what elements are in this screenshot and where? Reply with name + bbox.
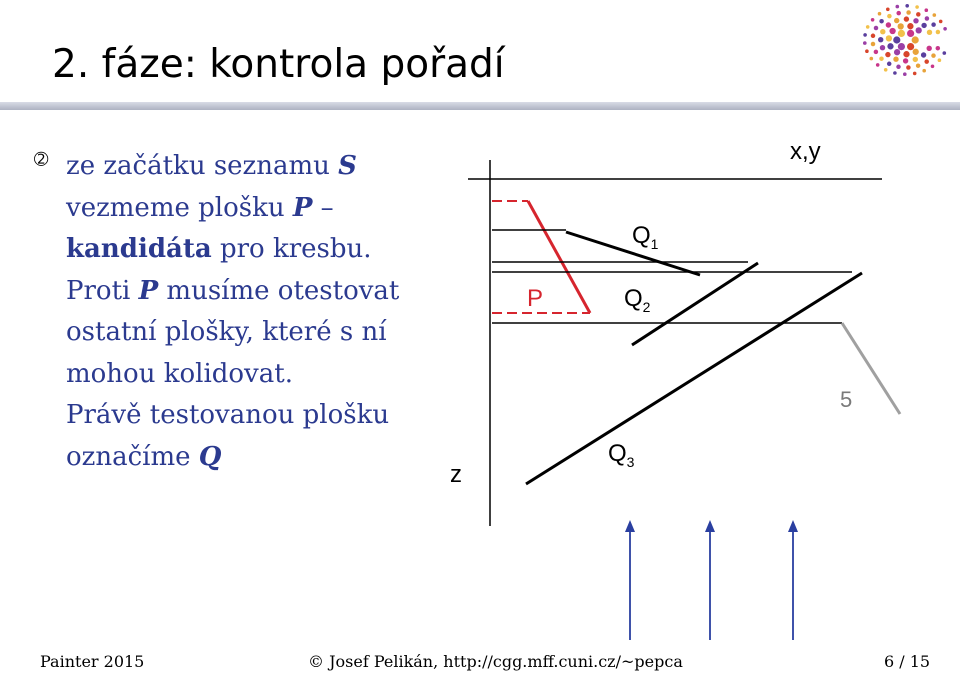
- view-arrows: [625, 520, 798, 640]
- view-arrow-2-head: [705, 520, 715, 532]
- symbol-S: S: [338, 151, 357, 181]
- label-q2: [624, 285, 651, 315]
- axis-xy-label: x,y: [790, 138, 821, 165]
- label-q3: [608, 440, 635, 470]
- body-line-7: Právě testovanou plošku: [66, 400, 390, 430]
- view-arrow-3-head: [788, 520, 798, 532]
- label-p: P: [527, 285, 544, 312]
- slide-title: 2. fáze: kontrola pořadí: [52, 42, 505, 87]
- symbol-P: P: [292, 192, 313, 223]
- label-q3-subscript: 3: [626, 454, 635, 470]
- label-q3-letter: Q: [608, 440, 627, 467]
- label-q1-letter: Q: [632, 222, 651, 249]
- label-q2-letter: Q: [624, 285, 643, 312]
- text-fragment: musíme otestovat: [158, 275, 400, 306]
- axis-z-label: z: [450, 461, 462, 488]
- body-line-5: ostatní plošky, které s ní: [66, 317, 387, 347]
- footer-page-number: 6 / 15: [884, 652, 931, 671]
- footer-course: Painter 2015: [40, 652, 145, 671]
- symbol-Q: Q: [198, 441, 222, 472]
- label-q1: [632, 222, 659, 252]
- symbol-P: P: [138, 275, 159, 306]
- text-fragment: –: [312, 192, 334, 223]
- bullet-icon: ➁: [34, 150, 49, 170]
- text-fragment: označíme: [66, 441, 199, 472]
- body-line-6: mohou kolidovat.: [66, 358, 293, 389]
- q2-slanted-edge: [632, 263, 758, 345]
- view-arrow-1-head: [625, 520, 635, 532]
- text-fragment: pro kresbu.: [211, 234, 372, 264]
- text-fragment: Proti: [66, 275, 139, 306]
- text-bold-kandidata: kandidáta: [66, 234, 212, 264]
- footer-copyright: © Josef Pelikán, http://cgg.mff.cuni.cz/~pepca: [308, 652, 683, 671]
- text-fragment: vezmeme plošku: [66, 192, 293, 223]
- label-q1-subscript: 1: [650, 236, 659, 252]
- text-fragment: ze začátku seznamu: [66, 151, 339, 181]
- label-q2-subscript: 2: [642, 299, 651, 315]
- label-five: 5: [840, 387, 853, 412]
